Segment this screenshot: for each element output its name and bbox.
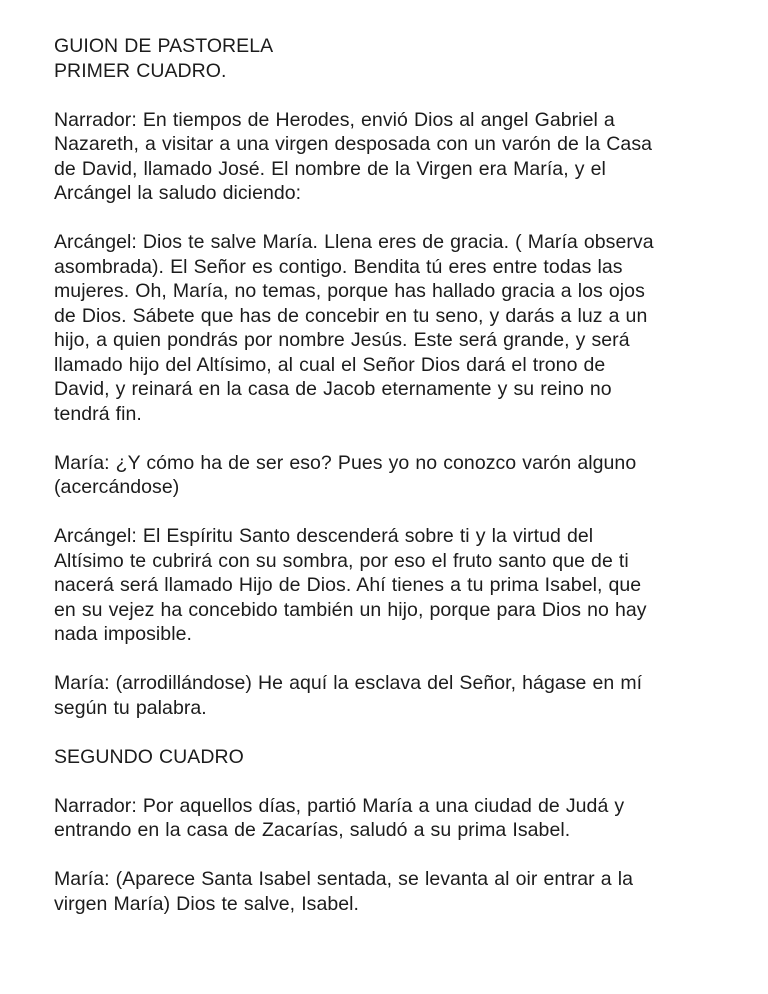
text-line: Arcángel: Dios te salve María. Llena eres de gracia. ( María observa — [54, 231, 654, 253]
text-line: nacerá será llamado Hijo de Dios. Ahí tienes a tu prima Isabel, que — [54, 574, 642, 596]
text-line: Nazareth, a visitar a una virgen desposada con un varón de la Casa — [54, 133, 653, 155]
text-line: María: (arrodillándose) He aquí la esclava del Señor, hágase en mí — [54, 672, 643, 694]
paragraph-maria-saludo-isabel — [54, 867, 726, 916]
text-line: llamado hijo del Altísimo, al cual el Señor Dios dará el trono de — [54, 353, 606, 376]
text-line: de David, llamado José. El nombre de la Virgen era María, y el — [54, 157, 606, 180]
document-heading — [54, 34, 726, 83]
text-line: según tu palabra. — [54, 696, 207, 719]
document-title: GUION DE PASTORELA — [54, 35, 274, 57]
text-line: de Dios. Sábete que has de concebir en tu seno, y darás a luz a un — [54, 304, 648, 327]
text-line: en su vejez ha concebido también un hijo, porque para Dios no hay — [54, 598, 647, 621]
paragraph-narrador-intro — [54, 108, 726, 206]
text-line: Narrador: En tiempos de Herodes, envió Dios al angel Gabriel a — [54, 108, 615, 131]
section-heading-segundo-cuadro — [54, 745, 726, 770]
text-line: virgen María) Dios te salve, Isabel. — [54, 892, 360, 915]
section-heading-primer-cuadro: PRIMER CUADRO. — [54, 59, 227, 82]
text-line: asombrada). El Señor es contigo. Bendita tú eres entre todas las — [54, 255, 623, 278]
text-line: hijo, a quien pondrás por nombre Jesús. Este será grande, y será — [54, 329, 630, 351]
text-line: María: (Aparece Santa Isabel sentada, se levanta al oir entrar a la — [54, 868, 634, 890]
paragraph-arcangel-respuesta — [54, 524, 726, 647]
text-line: nada imposible. — [54, 623, 192, 645]
text-line: (acercándose) — [54, 476, 180, 498]
text-line: David, y reinará en la casa de Jacob eternamente y su reino no — [54, 378, 612, 400]
text-line: mujeres. Oh, María, no temas, porque has hallado gracia a los ojos — [54, 280, 645, 302]
text-line: entrando en la casa de Zacarías, saludó a su prima Isabel. — [54, 819, 571, 841]
text-line: Arcángel: El Espíritu Santo descenderá sobre ti y la virtud del — [54, 525, 594, 547]
text-line: Altísimo te cubrirá con su sombra, por eso el fruto santo que de ti — [54, 549, 629, 572]
text-line: Narrador: Por aquellos días, partió María a una ciudad de Judá y — [54, 794, 625, 817]
document-body — [54, 34, 726, 941]
paragraph-maria-pregunta — [54, 451, 726, 500]
paragraph-arcangel-saludo — [54, 230, 726, 426]
text-line: Arcángel la saludo diciendo: — [54, 182, 302, 204]
text-line: María: ¿Y cómo ha de ser eso? Pues yo no conozco varón alguno — [54, 451, 637, 474]
paragraph-narrador-visita — [54, 794, 726, 843]
paragraph-maria-aceptacion — [54, 671, 726, 720]
text-line: tendrá fin. — [54, 402, 142, 425]
text-line: SEGUNDO CUADRO — [54, 745, 244, 768]
